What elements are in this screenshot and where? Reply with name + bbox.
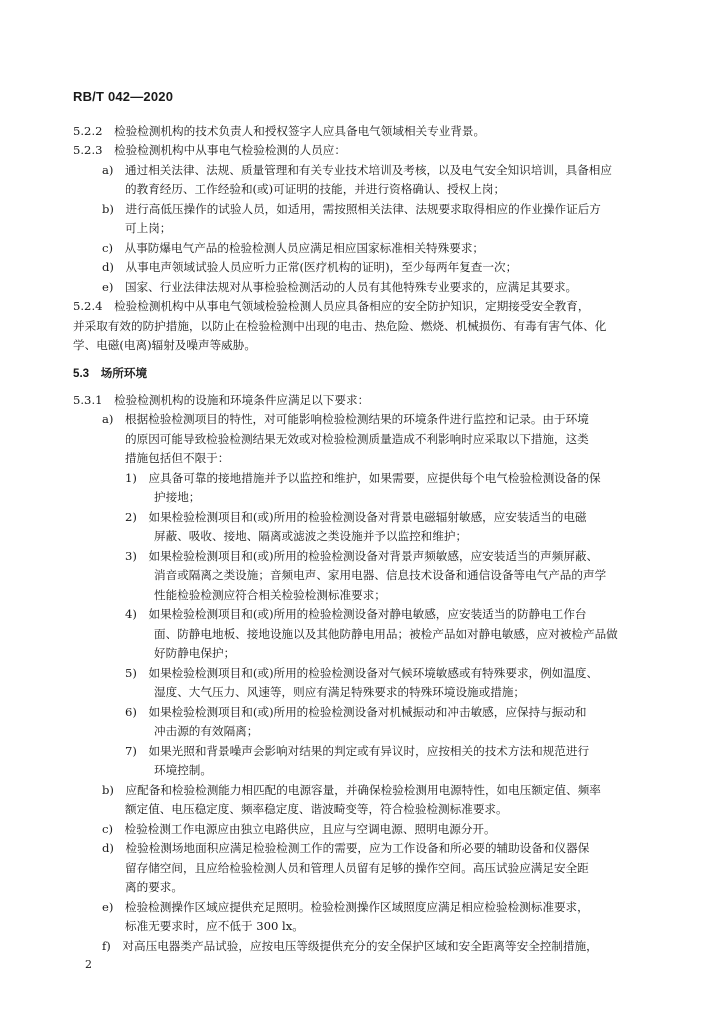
clause-5-2-4: 5.2.4 检验检测机构中从事电气领域检验检测人员应具备相应的安全防护知识，定期接受安全教育， [73,299,590,313]
env-item-a-cont: 的原因可能导致检验检测结果无效或对检验检测质量造成不利影响时应采取以下措施，这类 [125,432,589,446]
measure-3: 3) 如果检验检测项目和(或)所用的检验检测设备对背景声频敏感，应安装适当的声频屏蔽、 [125,549,599,563]
list-item-d: d) 从事电声领域试验人员应听力正常(医疗机构的证明)，至少每两年复查一次； [102,260,518,274]
list-item-c: c) 从事防爆电气产品的检验检测人员应满足相应国家标准相关特殊要求； [102,241,485,255]
section-5-3-heading: 5.3 场所环境 [73,367,148,380]
measure-7: 7) 如果光照和背景噪声会影响对结果的判定或有异议时，应按相关的技术方法和规范进行 [125,744,590,758]
measure-1: 1) 应具备可靠的接地措施并予以监控和维护，如果需要，应提供每个电气检验检测设备的保 [125,471,601,485]
list-item-a: a) 通过相关法律、法规、质量管理和有关专业技术培训及考核，以及电气安全知识培训，具备相应 [102,163,612,177]
clause-5-2-2: 5.2.2 检验检测机构的技术负责人和授权签字人应具备电气领域相关专业背景。 [73,124,486,138]
list-item-b-cont: 可上岗； [125,221,172,235]
env-item-d-cont2: 离的要求。 [125,880,183,894]
env-item-e: e) 检验检测操作区域应提供充足照明。检验检测操作区域照度应满足相应检验检测标准要求， [102,900,589,914]
measure-1-cont: 护接地； [154,490,201,504]
env-item-a-cont2: 措施包括但不限于： [125,451,230,465]
env-item-d-cont: 留存储空间，且应给检验检测人员和管理人员留有足够的操作空间。高压试验应满足安全距 [125,861,589,875]
clause-5-2-4-cont: 并采取有效的防护措施，以防止在检验检测中出现的电击、热危险、燃烧、机械损伤、有毒有害气体、化 [73,319,607,333]
measure-4: 4) 如果检验检测项目和(或)所用的检验检测设备对静电敏感，应安装适当的防静电工作台 [125,607,587,621]
env-item-b-cont: 额定值、电压稳定度、频率稳定度、谐波畸变等，符合检验检测标准要求。 [125,802,508,816]
measure-6: 6) 如果检验检测项目和(或)所用的检验检测设备对机械振动和冲击敏感，应保持与振动和 [125,705,587,719]
clause-5-2-4-cont2: 学、电磁(电离)辐射及噪声等威胁。 [73,338,256,352]
list-item-a-cont: 的教育经历、工作经验和(或)可证明的技能，并进行资格确认、授权上岗； [125,182,506,196]
measure-3-cont2: 性能检验检测应符合相关检验检测标准要求； [154,588,386,602]
measure-7-cont: 环境控制。 [154,763,212,777]
env-item-d: d) 检验检测场地面积应满足检验检测工作的需要，应为工作设备和所必要的辅助设备和仪器保 [102,841,590,855]
list-item-e: e) 国家、行业法律法规对从事检验检测活动的人员有其他特殊专业要求的，应满足其要求。 [102,280,578,294]
measure-5: 5) 如果检验检测项目和(或)所用的检验检测设备对气候环境敏感或有特殊要求，例如温度、 [125,666,599,680]
page-number: 2 [85,958,92,971]
env-item-a: a) 根据检验检测项目的特性，对可能影响检验检测结果的环境条件进行监控和记录。由于环境 [102,412,589,426]
measure-5-cont: 湿度、大气压力、风速等，则应有满足特殊要求的特殊环境设施或措施； [154,685,526,699]
document-code: RB/T 042—2020 [73,89,174,104]
measure-4-cont: 面、防静电地板、接地设施以及其他防静电用品；被检产品如对静电敏感，应对被检产品做 [154,627,618,641]
measure-3-cont: 消音或隔离之类设施；音频电声、家用电器、信息技术设备和通信设备等电气产品的声学 [154,568,607,582]
env-item-f: f) 对高压电器类产品试验，应按电压等级提供充分的安全保护区域和安全距离等安全控制措施， [102,939,598,953]
measure-6-cont: 冲击源的有效隔离； [154,724,259,738]
measure-2-cont: 屏蔽、吸收、接地、隔离或滤波之类设施并予以监控和维护； [154,529,468,543]
clause-5-3-1: 5.3.1 检验检测机构的设施和环境条件应满足以下要求： [73,393,370,407]
env-item-b: b) 应配备和检验检测能力相匹配的电源容量，并确保检验检测用电源特性，如电压额定值、频率 [102,783,601,797]
env-item-e-cont: 标准无要求时，应不低于 300 lx。 [125,919,304,933]
measure-2: 2) 如果检验检测项目和(或)所用的检验检测设备对背景电磁辐射敏感，应安装适当的电磁 [125,510,587,524]
clause-5-2-3: 5.2.3 检验检测机构中从事电气检验检测的人员应： [73,143,346,157]
list-item-b: b) 进行高低压操作的试验人员，如适用，需按照相关法律、法规要求取得相应的作业操作证后方 [102,202,601,216]
env-item-c: c) 检验检测工作电源应由独立电路供应，且应与空调电源、照明电源分开。 [102,822,496,836]
measure-4-cont2: 好防静电保护； [154,646,236,660]
